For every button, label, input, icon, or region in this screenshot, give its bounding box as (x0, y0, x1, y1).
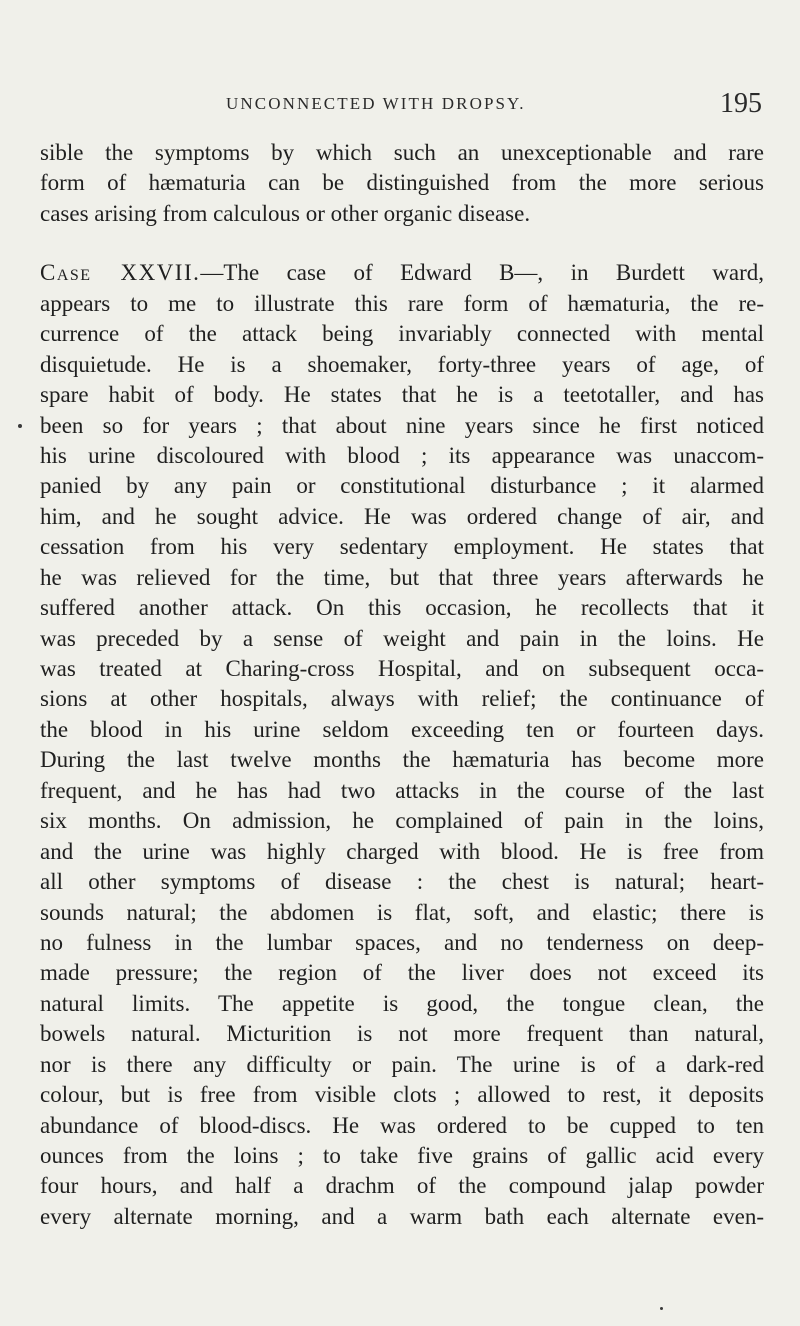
running-header (0, 88, 800, 122)
paragraph-opening (40, 138, 764, 229)
running-title: UNCONNECTED WITH DROPSY. (226, 94, 526, 113)
text-line: him, and he sought advice. He was ordered change of air, and (40, 503, 764, 529)
page-number: 195 (720, 88, 762, 119)
text-line: sible the symptoms by which such an unexceptionable and rare (40, 140, 764, 165)
text-line: disquietude. He is a shoemaker, forty-three years of age, of (40, 351, 764, 377)
text-line: six months. On admission, he complained of pain in the loins, (40, 808, 764, 834)
text-line: nor is there any difficulty or pain. The urine is of a dark-red (40, 1051, 764, 1077)
text-line: panied by any pain or constitutional disturbance ; it alarmed (40, 473, 764, 499)
text-line: frequent, and he has had two attacks in the course of the last (40, 777, 764, 803)
text-line: appears to me to illustrate this rare form of hæmaturia, the re- (40, 290, 764, 316)
text-line: been so for years ; that about nine years since he first noticed (40, 412, 764, 438)
text-line: and the urine was highly charged with blood. He is free from (40, 838, 764, 864)
margin-speck (18, 424, 22, 428)
text-line: abundance of blood-discs. He was ordered to be cupped to ten (40, 1112, 764, 1138)
text-line: form of hæmaturia can be distinguished from the more serious (40, 170, 764, 196)
body-text (40, 138, 764, 1232)
text-line: his urine discoloured with blood ; its appearance was unaccom- (40, 442, 764, 468)
text-line: sions at other hospitals, always with relief; the continuance of (40, 686, 764, 712)
text-line-case-heading (40, 258, 764, 288)
text-line: suffered another attack. On this occasion, he recollects that it (40, 595, 764, 621)
text-line: bowels natural. Micturition is not more frequent than natural, (40, 1021, 764, 1047)
paragraph-case-xxvii (40, 258, 764, 1232)
text-line: colour, but is free from visible clots ; allowed to rest, it deposits (40, 1082, 764, 1108)
text-line: currence of the attack being invariably connected with mental (40, 321, 764, 347)
text-line: the blood in his urine seldom exceeding ten or fourteen days. (40, 716, 764, 742)
text-line: made pressure; the region of the liver does not exceed its (40, 960, 764, 986)
text-line: he was relieved for the time, but that three years afterwards he (40, 564, 764, 590)
text-line: no fulness in the lumbar spaces, and no tenderness on deep- (40, 929, 764, 955)
text-line: ounces from the loins ; to take five grains of gallic acid every (40, 1143, 764, 1168)
case-label: Case XXVII. (40, 260, 201, 286)
case-heading-text: —The case of Edward B—, in Burdett ward, (200, 260, 764, 286)
text-line: spare habit of body. He states that he is a teetotaller, and has (40, 382, 764, 408)
text-line: cases arising from calculous or other organic disease. (40, 200, 531, 226)
text-line: all other symptoms of disease : the chest is natural; heart- (40, 869, 764, 895)
text-line: four hours, and half a drachm of the compound jalap powder (40, 1173, 764, 1199)
text-line: During the last twelve months the hæmaturia has become more (40, 747, 764, 773)
text-line: was treated at Charing-cross Hospital, and on subsequent occa- (40, 656, 764, 681)
text-line: natural limits. The appetite is good, the tongue clean, the (40, 990, 764, 1016)
text-line: was preceded by a sense of weight and pain in the loins. He (40, 625, 764, 651)
text-line: cessation from his very sedentary employment. He states that (40, 534, 764, 560)
text-line: every alternate morning, and a warm bath each alternate even- (40, 1203, 764, 1229)
text-line: sounds natural; the abdomen is flat, soft, and elastic; there is (40, 899, 764, 925)
margin-speck (660, 1307, 663, 1310)
